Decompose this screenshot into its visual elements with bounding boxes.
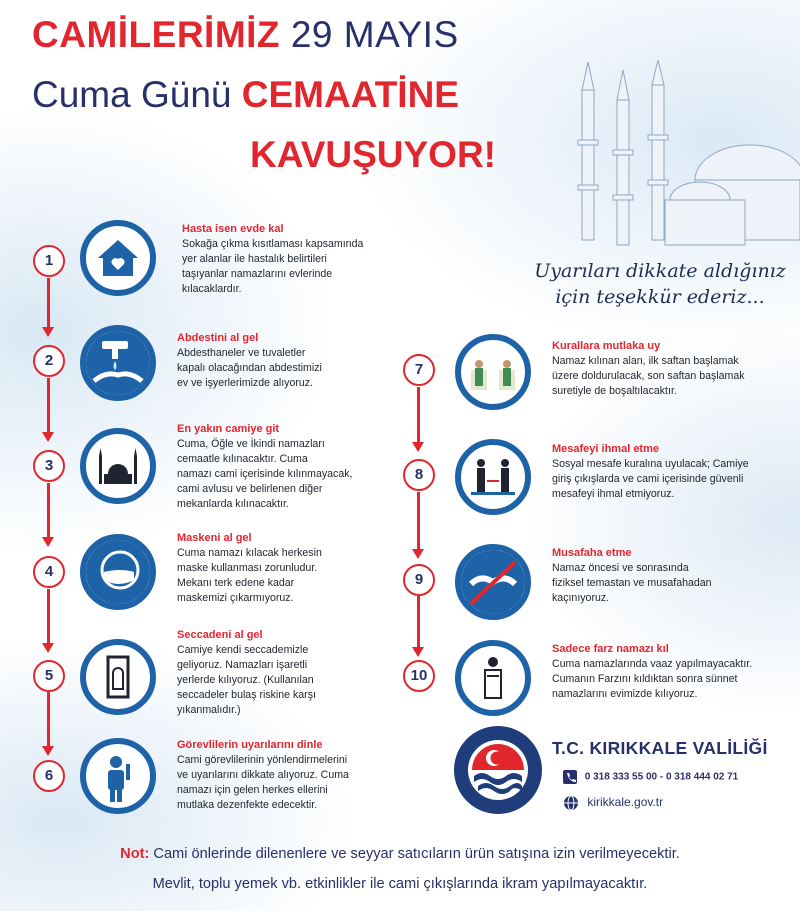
headline-line-3: KAVUŞUYOR! xyxy=(250,134,496,175)
step-number: 7 xyxy=(403,354,435,386)
attendant-icon xyxy=(80,738,156,814)
step-number: 6 xyxy=(33,760,65,792)
mosque-illustration xyxy=(560,60,800,270)
prayer-rows-icon xyxy=(455,334,531,410)
step-4-text: Maskeni al gel Cuma namazı kılacak herkesin maske kullanması zorunludur. Mekanı terk edene kadar maskemizi çıkarmıyoruz. xyxy=(177,532,322,604)
house-icon xyxy=(80,220,156,296)
step-number: 10 xyxy=(403,660,435,692)
thanks-message: Uyarıları dikkate aldığınız için teşekkür ederiz... xyxy=(534,260,786,308)
step-number: 8 xyxy=(403,459,435,491)
step-number: 3 xyxy=(33,450,65,482)
headline-line-1: CAMİLERİMİZ 29 MAYIS xyxy=(32,14,459,55)
water-tap-icon xyxy=(80,325,156,401)
brand-name: T.C. KIRIKKALE VALİLİĞİ xyxy=(552,738,768,758)
step-number: 9 xyxy=(403,564,435,596)
step-arrow xyxy=(47,278,50,328)
governorship-seal-logo xyxy=(452,724,544,816)
praying-man-icon xyxy=(455,640,531,716)
footer-note-line-2: Mevlit, toplu yemek vb. etkinlikler ile cami çıkışlarında ikram yapılmayacaktır. xyxy=(152,876,648,892)
prayer-rug-icon xyxy=(80,639,156,715)
phone-icon xyxy=(563,770,577,784)
step-number: 4 xyxy=(33,556,65,588)
no-handshake-icon xyxy=(455,544,531,620)
footer-note-line-1: Not: Cami önlerinde dilenenlere ve seyyar satıcıların ürün satışına izin verilmeyecektir. xyxy=(120,846,680,862)
step-9-text: Musafaha etme Namaz öncesi ve sonrasında fiziksel temastan ve musafahadan kaçınıyoruz. xyxy=(552,547,712,604)
globe-icon xyxy=(563,795,579,811)
step-10-text: Sadece farz namazı kıl Cuma namazlarında vaaz yapılmayacaktır. Cumanın Farzını kıldıktan sonra sünnet namazlarını evimizde kılıyoruz. xyxy=(552,643,753,700)
step-3-text: En yakın camiye git Cuma, Öğle ve İkindi namazları cemaatle kılınacaktır. Cuma namazı cami içerisinde kılınmayacak, cami avlusu ve belirlenen diğer mekanlarda kılınacaktır. xyxy=(177,423,353,510)
phone-line: 0 318 333 55 00 - 0 318 444 02 71 xyxy=(563,770,738,784)
step-number: 5 xyxy=(33,660,65,692)
step-1-text: Hasta isen evde kal Sokağa çıkma kısıtlaması kapsamında yer alanlar ile hastalık belirtileri taşıyanlar namazlarını evlerinde kılacaklardır. xyxy=(182,223,364,295)
step-number: 1 xyxy=(33,245,65,277)
step-arrow xyxy=(47,483,50,538)
step-7-text: Kurallara mutlaka uy Namaz kılınan alan, ilk saftan başlamak üzere doldurulacak, son saftan başlamak suretiyle de boşaltılacaktır. xyxy=(552,340,745,397)
step-8-text: Mesafeyi ihmal etme Sosyal mesafe kuralına uyulacak; Camiye giriş çıkışlarda ve cami içerisinde güvenli mesafeyi ihmal etmiyoruz. xyxy=(552,443,749,500)
step-2-text: Abdestini al gel Abdesthaneler ve tuvaletler kapalı olacağından abdestimizi ev ve işyerlerimizde alıyoruz. xyxy=(177,332,322,389)
website-line[interactable]: kirikkale.gov.tr xyxy=(563,795,663,811)
step-arrow xyxy=(417,492,420,550)
mosque-icon xyxy=(80,428,156,504)
social-distance-icon xyxy=(455,439,531,515)
headline-line-2: Cuma Günü CEMAATİNE xyxy=(32,74,459,115)
step-6-text: Görevlilerin uyarılarını dinle Cami görevlilerinin yönlendirmelerini ve uyarılarını dikkate alıyoruz. Cuma namazı için gelen herkes ellerini mutlaka dezenfekte edecektir. xyxy=(177,739,349,811)
step-arrow xyxy=(47,589,50,644)
step-arrow xyxy=(47,378,50,433)
step-number: 2 xyxy=(33,345,65,377)
step-5-text: Seccadeni al gel Camiye kendi seccademizle geliyoruz. Namazları işaretli yerlerde kılıyoruz. (Kullanılan seccadeler bulaş riskine karşı yıkanmalıdır.) xyxy=(177,629,316,716)
step-arrow xyxy=(417,387,420,443)
step-arrow xyxy=(417,596,420,648)
step-arrow xyxy=(47,692,50,747)
face-mask-icon xyxy=(80,534,156,610)
